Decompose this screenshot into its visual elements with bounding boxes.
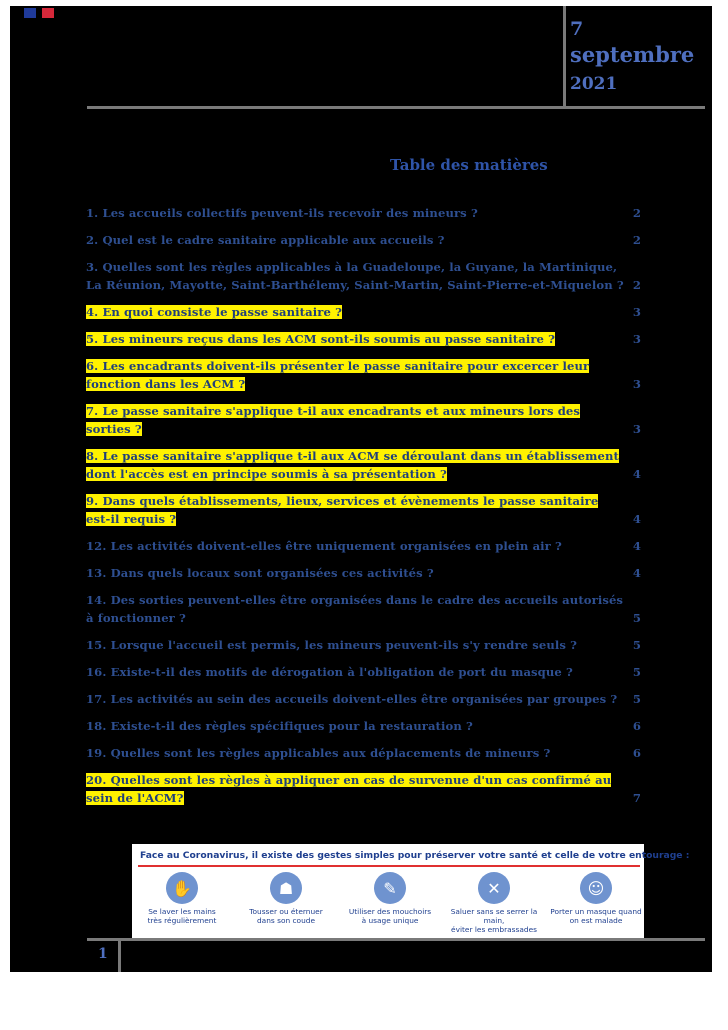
- toc-entry[interactable]: [86, 690, 641, 708]
- elbow-cough-icon: ☗: [270, 872, 302, 904]
- toc-entry[interactable]: [86, 258, 641, 294]
- date-year: 2021: [570, 74, 618, 94]
- toc-entry-page: 4: [632, 467, 641, 481]
- gesture-label-line2: on est malade: [569, 916, 623, 925]
- toc-entry-page: 3: [632, 332, 641, 346]
- header-vertical-rule: [563, 6, 566, 106]
- date-month: septembre: [570, 42, 695, 67]
- banner-text: Face au Coronavirus, il existe des gestes simples pour préserver votre santé et celle de votre entourage :: [140, 850, 690, 861]
- hand-wash-icon: ✋: [166, 872, 198, 904]
- gesture-label-line2: dans son coude: [256, 916, 316, 925]
- toc-entry-page: 3: [632, 377, 641, 391]
- gesture-label-line1: Utiliser des mouchoirs: [348, 907, 432, 916]
- toc-entry-text: 5. Les mineurs reçus dans les ACM sont-ils soumis au passe sanitaire ?: [86, 332, 556, 346]
- toc-entry[interactable]: [86, 591, 641, 627]
- table-of-contents: [86, 204, 641, 816]
- toc-entry-page: 4: [632, 539, 641, 553]
- toc-entry-text: 8. Le passe sanitaire s'applique t-il aux ACM se déroulant dans un établissement: [86, 449, 619, 463]
- no-handshake-icon: ✕: [478, 872, 510, 904]
- gesture-label-line1: Se laver les mains: [148, 907, 216, 916]
- toc-entry[interactable]: [86, 636, 641, 654]
- gesture-label: [238, 907, 334, 925]
- toc-entry-text: 14. Des sorties peuvent-elles être organisées dans le cadre des accueils autorisés: [86, 593, 624, 607]
- gesture-label: [446, 907, 542, 934]
- gesture-label-line1: Saluer sans se serrer la main,: [450, 907, 538, 925]
- gesture-label-line2: très régulièrement: [147, 916, 217, 925]
- footer-horizontal-rule: [87, 938, 705, 941]
- gesture-item: [134, 872, 230, 925]
- toc-entry-text: 12. Les activités doivent-elles être uniquement organisées en plein air ?: [86, 539, 562, 553]
- toc-entry-text: 15. Lorsque l'accueil est permis, les mineurs peuvent-ils s'y rendre seuls ?: [86, 638, 578, 652]
- toc-entry[interactable]: [86, 717, 641, 735]
- footer-vertical-rule: [118, 938, 121, 972]
- gesture-label: [548, 907, 644, 925]
- toc-entry-page: 3: [632, 305, 641, 319]
- toc-entry-page: 4: [632, 566, 641, 580]
- mask-icon: ☺: [580, 872, 612, 904]
- date-day: 7: [570, 18, 584, 40]
- toc-entry-text: 6. Les encadrants doivent-ils présenter le passe sanitaire pour excercer leur: [86, 359, 590, 373]
- gesture-label-line2: à usage unique: [361, 916, 419, 925]
- toc-entry-page: 7: [632, 791, 641, 805]
- toc-entry-text: 18. Existe-t-il des règles spécifiques pour la restauration ?: [86, 719, 473, 733]
- toc-entry-text-continued: à fonctionner ?: [86, 611, 186, 625]
- gesture-label: [342, 907, 438, 925]
- toc-entry[interactable]: [86, 402, 641, 438]
- toc-entry-text: 2. Quel est le cadre sanitaire applicable aux accueils ?: [86, 233, 445, 247]
- toc-entry-text-continued: dont l'accès est en principe soumis à sa présentation ?: [86, 467, 447, 481]
- toc-entry-text-continued: sein de l'ACM?: [86, 791, 184, 805]
- banner-red-line: [138, 865, 640, 867]
- toc-entry-page: 6: [632, 746, 641, 760]
- toc-entry-page: 5: [632, 611, 641, 625]
- toc-entry-text: 17. Les activités au sein des accueils doivent-elles être organisées par groupes ?: [86, 692, 618, 706]
- gesture-label: [134, 907, 230, 925]
- toc-entry[interactable]: [86, 564, 641, 582]
- toc-entry-page: 3: [632, 422, 641, 436]
- document-page: [10, 6, 712, 972]
- toc-entry-page: 4: [632, 512, 641, 526]
- toc-entry-page: 2: [632, 233, 641, 247]
- toc-entry-text-continued: La Réunion, Mayotte, Saint-Barthélemy, Saint-Martin, Saint-Pierre-et-Miquelon ?: [86, 278, 624, 292]
- toc-entry-text-continued: fonction dans les ACM ?: [86, 377, 246, 391]
- gesture-label-line2: éviter les embrassades: [451, 925, 537, 934]
- toc-entry[interactable]: [86, 204, 641, 222]
- toc-entry-page: 2: [632, 278, 641, 292]
- coronavirus-gestures-banner: [132, 844, 690, 940]
- toc-entry-text: 1. Les accueils collectifs peuvent-ils recevoir des mineurs ?: [86, 206, 478, 220]
- page-number: 1: [98, 946, 108, 962]
- gesture-label-line1: Tousser ou éternuer: [249, 907, 323, 916]
- toc-entry-text-continued: est-il requis ?: [86, 512, 177, 526]
- tissue-icon: ✎: [374, 872, 406, 904]
- gesture-label-line1: Porter un masque quand: [550, 907, 642, 916]
- toc-entry-page: 5: [632, 665, 641, 679]
- toc-entry-text: 7. Le passe sanitaire s'applique t-il aux encadrants et aux mineurs lors des: [86, 404, 581, 418]
- republique-flag-logo: [24, 8, 54, 18]
- toc-entry-text: 19. Quelles sont les règles applicables aux déplacements de mineurs ?: [86, 746, 551, 760]
- toc-entry-text: 20. Quelles sont les règles à appliquer en cas de survenue d'un cas confirmé au: [86, 773, 612, 787]
- toc-entry-text: 4. En quoi consiste le passe sanitaire ?: [86, 305, 342, 319]
- toc-entry[interactable]: [86, 663, 641, 681]
- gesture-item: [238, 872, 334, 925]
- toc-entry[interactable]: [86, 744, 641, 762]
- toc-entry[interactable]: [86, 231, 641, 249]
- toc-entry-page: 2: [632, 206, 641, 220]
- toc-entry-text: 9. Dans quels établissements, lieux, services et évènements le passe sanitaire: [86, 494, 599, 508]
- toc-entry-text: 3. Quelles sont les règles applicables à la Guadeloupe, la Guyane, la Martinique,: [86, 260, 618, 274]
- toc-entry[interactable]: [86, 492, 641, 528]
- toc-entry-text: 16. Existe-t-il des motifs de dérogation à l'obligation de port du masque ?: [86, 665, 573, 679]
- toc-title: Table des matières: [390, 156, 548, 174]
- toc-entry-page: 6: [632, 719, 641, 733]
- gesture-item: [446, 872, 542, 934]
- toc-entry[interactable]: [86, 771, 641, 807]
- toc-entry-page: 5: [632, 692, 641, 706]
- toc-entry[interactable]: [86, 303, 641, 321]
- gesture-item: [548, 872, 644, 925]
- toc-entry-text-continued: sorties ?: [86, 422, 142, 436]
- toc-entry[interactable]: [86, 357, 641, 393]
- toc-entry[interactable]: [86, 330, 641, 348]
- toc-entry-text: 13. Dans quels locaux sont organisées ces activités ?: [86, 566, 434, 580]
- header-horizontal-rule: [87, 106, 705, 109]
- gesture-item: [342, 872, 438, 925]
- toc-entry-page: 5: [632, 638, 641, 652]
- toc-entry[interactable]: [86, 447, 641, 483]
- toc-entry[interactable]: [86, 537, 641, 555]
